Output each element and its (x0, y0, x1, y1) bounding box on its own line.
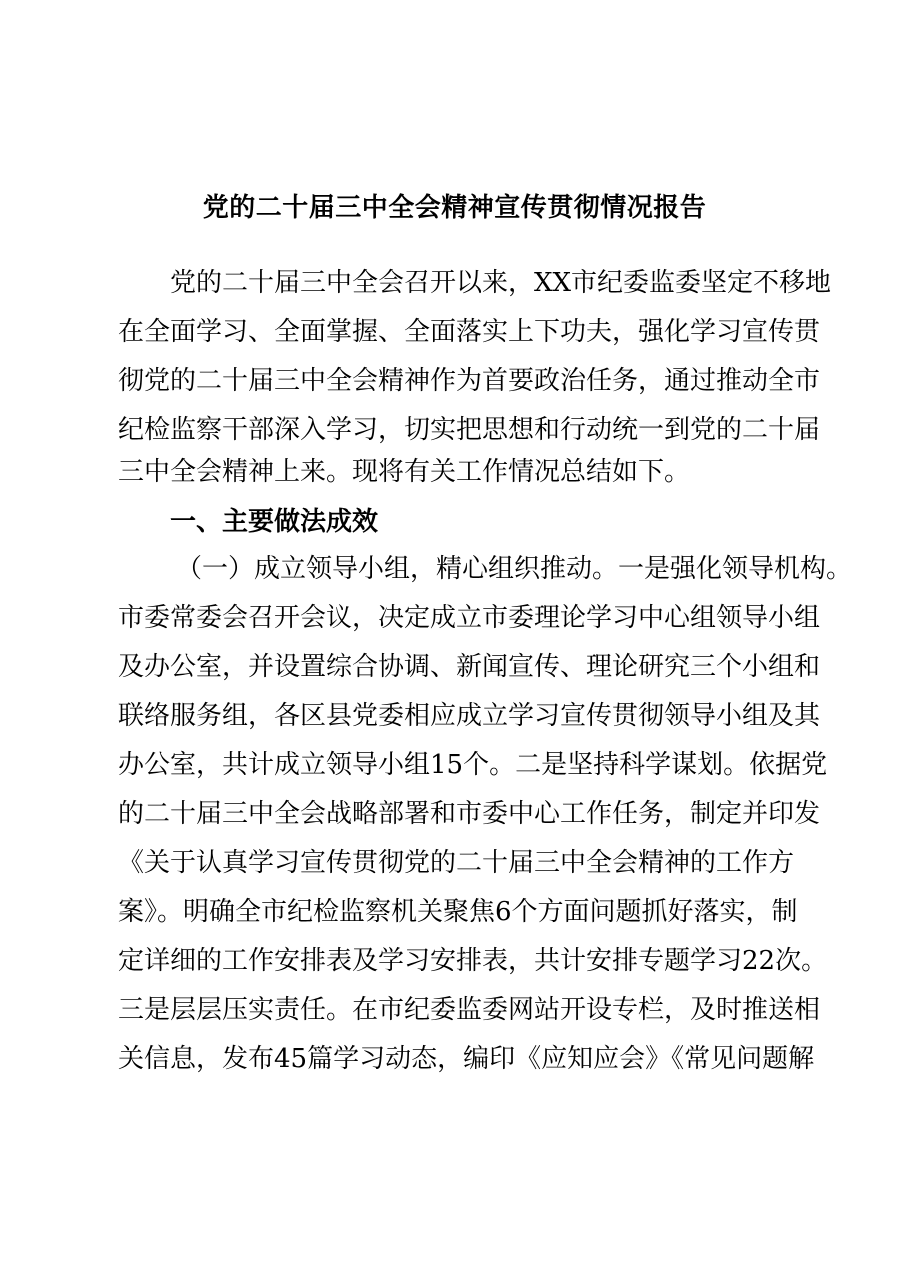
subsection-line: （一）成立领导小组，精心组织推动。一是强化领导机构。 (176, 554, 853, 584)
subsection-line: 的二十届三中全会战略部署和市委中心工作任务，制定并印发 (118, 799, 821, 829)
subsection-line: 及办公室，并设置综合协调、新闻宣传、理论研究三个小组和 (118, 652, 821, 682)
intro-line: 党的二十届三中全会召开以来，XX市纪委监委坚定不移地 (170, 268, 832, 298)
subsection-line: 案》。明确全市纪检监察机关聚焦6个方面问题抓好落实，制 (118, 897, 798, 927)
subsection-line: 联络服务组，各区县党委相应成立学习宣传贯彻领导小组及其 (118, 701, 821, 731)
document-title: 党的二十届三中全会精神宣传贯彻情况报告 (202, 193, 707, 223)
intro-line: 纪检监察干部深入学习，切实把思想和行动统一到党的二十届 (118, 415, 821, 445)
intro-line: 三中全会精神上来。现将有关工作情况总结如下。 (118, 457, 691, 487)
intro-line: 在全面学习、全面掌握、全面落实上下功夫，强化学习宣传贯 (118, 317, 821, 347)
subsection-line: 定详细的工作安排表及学习安排表，共计安排专题学习22次。 (118, 946, 828, 976)
subsection-line: 《关于认真学习宣传贯彻党的二十届三中全会精神的工作方 (118, 848, 795, 878)
section-heading: 一、主要做法成效 (170, 507, 379, 537)
subsection-line: 市委常委会召开会议，决定成立市委理论学习中心组领导小组 (118, 603, 821, 633)
subsection-line: 办公室，共计成立领导小组15个。二是坚持科学谋划。依据党 (118, 750, 828, 780)
intro-line: 彻党的二十届三中全会精神作为首要政治任务，通过推动全市 (118, 366, 821, 396)
subsection-line: 三是层层压实责任。在市纪委监委网站开设专栏，及时推送相 (118, 995, 821, 1025)
subsection-line: 关信息，发布45篇学习动态，编印《应知应会》《常见问题解 (118, 1044, 815, 1074)
